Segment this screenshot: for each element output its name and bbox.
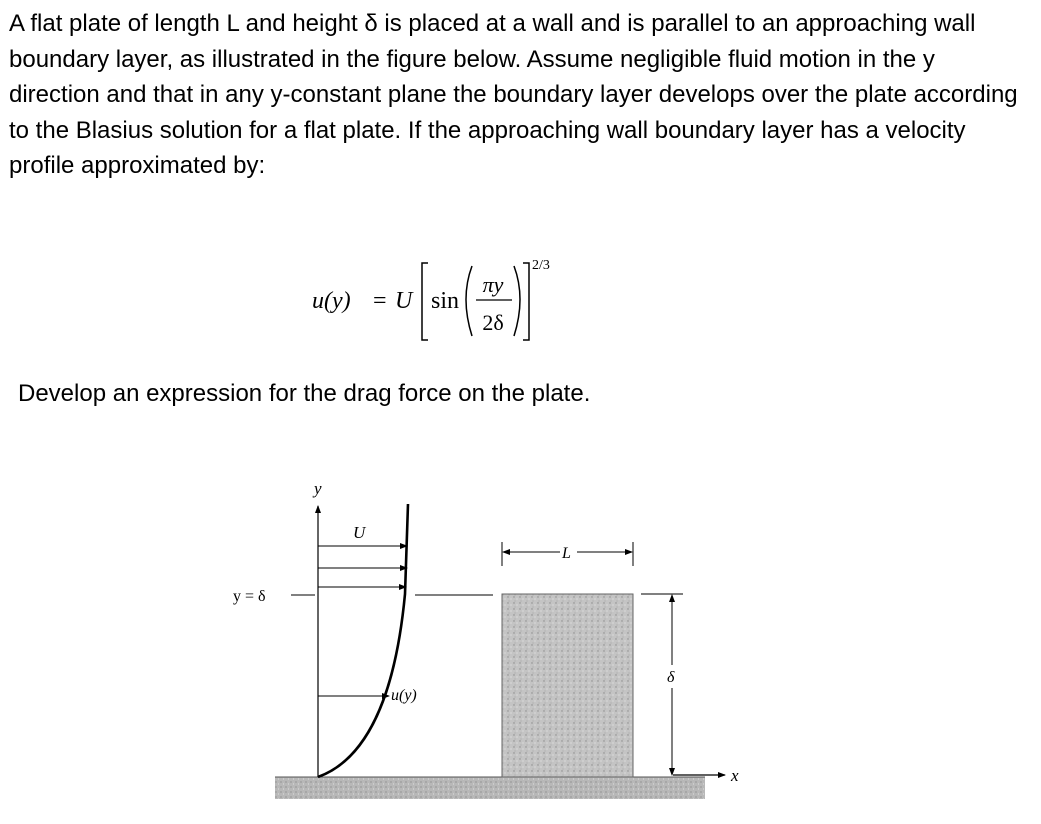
- left-bracket: [422, 263, 428, 340]
- equation-coefficient: U: [395, 288, 413, 314]
- velocity-profile-equation: [300, 248, 600, 348]
- right-bracket: [523, 263, 529, 340]
- fraction-numerator: πy: [482, 272, 504, 297]
- flat-plate: [502, 594, 633, 777]
- freestream-velocity-label: U: [353, 523, 366, 542]
- question-statement: Develop an expression for the drag force on the plate.: [18, 380, 591, 407]
- wall-ground: [275, 777, 705, 799]
- boundary-layer-thickness-label: y = δ: [233, 588, 266, 605]
- equation-lhs: u(y): [312, 288, 351, 314]
- y-axis-label: y: [314, 479, 322, 498]
- problem-statement: A flat plate of length L and height δ is placed at a wall and is parallel to an approaching wall boundary layer, as illustrated in the figure below. Assume negligible fluid motion in the y direction and that in any y-constant plane the boundary layer develops over the plate according to the Blasius solution for a flat plate. If the approaching wall boundary layer has a velocity profile approximated by:: [9, 10, 1018, 179]
- plate-height-label: δ: [667, 669, 675, 686]
- velocity-profile-label: u(y): [391, 687, 417, 704]
- fraction-denominator: 2δ: [482, 310, 504, 335]
- boundary-layer-figure: [225, 470, 745, 810]
- left-paren: [466, 266, 472, 336]
- plate-length-label: L: [562, 545, 571, 562]
- equation-function: sin: [431, 288, 460, 314]
- equation-exponent: 2/3: [532, 258, 550, 273]
- velocity-profile-curve: [318, 504, 408, 777]
- right-paren: [514, 266, 520, 336]
- x-axis-label: x: [731, 766, 739, 785]
- equation-equals: =: [373, 288, 387, 314]
